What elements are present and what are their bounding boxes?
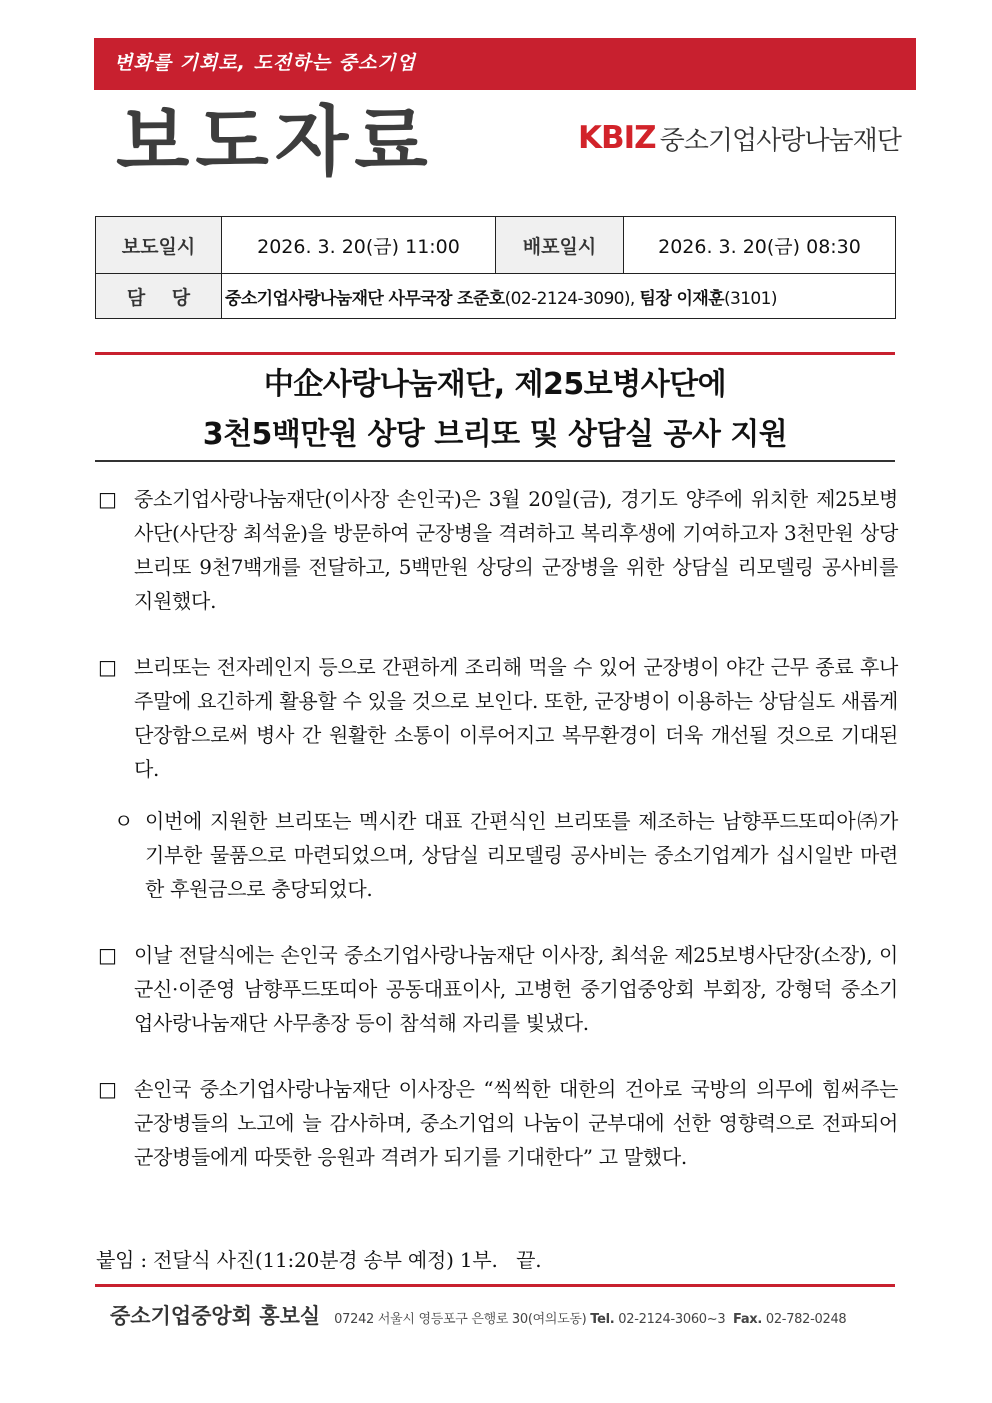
footer-tel-label: Tel. <box>590 1312 615 1327</box>
footer-contact-info <box>334 1308 846 1327</box>
sub-bullet-mark: ㅇ <box>114 809 134 833</box>
headline-top-rule <box>95 352 895 355</box>
slogan-banner <box>94 38 916 90</box>
headline-bottom-rule <box>95 460 895 462</box>
contact-row <box>96 274 896 319</box>
bullet-mark: □ <box>98 943 117 967</box>
attachment-note: 붙임 : 전달식 사진(11:20분경 송부 예정) 1부. 끝. <box>96 1248 542 1272</box>
footer-tel: 02-2124-3060~3 <box>614 1312 734 1327</box>
document-title: 보도자료 <box>116 97 434 186</box>
bullet-mark: □ <box>98 655 117 679</box>
contact-label: 담 당 <box>96 274 222 319</box>
organization-logo <box>578 118 901 158</box>
kbiz-logo-mark: KBIZ <box>578 120 656 156</box>
footer-fax: 02-782-0248 <box>762 1312 847 1327</box>
release-row <box>96 217 896 274</box>
bullet-mark: □ <box>98 487 117 511</box>
distribution-date-label: 배포일시 <box>496 217 624 274</box>
bullet-mark: □ <box>98 1077 117 1101</box>
logo-organization-name: 중소기업사랑나눔재단 <box>659 125 901 156</box>
headline <box>95 360 895 460</box>
paragraph-2-text: 브리또는 전자레인지 등으로 간편하게 조리해 먹을 수 있어 군장병이 야간 근무 종료 후나 주말에 요긴하게 활용할 수 있을 것으로 보인다. 또한, 군장병이 이용하는 상담실도 새롭게 단장함으로써 병사 간 원활한 소통이 이루어지고 복무환경이 더욱 개선될 것으로 기대된다. <box>134 655 898 781</box>
paragraph-2-sub <box>98 804 898 906</box>
paragraph-3 <box>98 938 898 1040</box>
footer-department: 중소기업중앙회 홍보실 <box>110 1304 321 1328</box>
contact-value <box>222 274 896 319</box>
distribution-date-value: 2026. 3. 20(금) 08:30 <box>624 217 896 274</box>
headline-line-1: 中企사랑나눔재단, 제25보병사단에 <box>263 367 727 402</box>
release-date-value: 2026. 3. 20(금) 11:00 <box>222 217 496 274</box>
footer-rule <box>95 1284 895 1287</box>
slogan-text: 변화를 기회로, 도전하는 중소기업 <box>114 52 417 74</box>
paragraph-4 <box>98 1072 898 1174</box>
release-info-table <box>95 216 896 319</box>
footer <box>110 1300 846 1330</box>
paragraph-3-text: 이날 전달식에는 손인국 중소기업사랑나눔재단 이사장, 최석윤 제25보병사단장(소장), 이군신·이준영 남향푸드또띠아 공동대표이사, 고병헌 중기업중앙회 부회장, 강형덕 중소기업사랑나눔재단 사무총장 등이 참석해 자리를 빛냈다. <box>134 943 898 1035</box>
paragraph-1 <box>98 482 898 618</box>
paragraph-4-text: 손인국 중소기업사랑나눔재단 이사장은 “씩씩한 대한의 건아로 국방의 의무에 힘써주는 군장병들의 노고에 늘 감사하며, 중소기업의 나눔이 군부대에 선한 영향력으로 전파되어 군장병들에게 따뜻한 응원과 격려가 되기를 기대한다” 고 말했다. <box>134 1077 898 1169</box>
paragraph-1-text: 중소기업사랑나눔재단(이사장 손인국)은 3월 20일(금), 경기도 양주에 위치한 제25보병사단(사단장 최석윤)을 방문하여 군장병을 격려하고 복리후생에 기여하고자 3천만원 상당 브리또 9천7백개를 전달하고, 5백만원 상당의 군장병을 위한 상담실 리모델링 공사비를 지원했다. <box>134 487 898 613</box>
contact-person-1: 중소기업사랑나눔재단 사무국장 조준호 <box>225 288 505 309</box>
contact-phone-1: (02-2124-3090), <box>504 288 640 309</box>
release-date-label: 보도일시 <box>96 217 222 274</box>
paragraph-2 <box>98 650 898 786</box>
contact-person-2: 팀장 이재훈 <box>639 288 724 309</box>
contact-phone-2: (3101) <box>723 288 777 309</box>
paragraph-2-sub-text: 이번에 지원한 브리또는 멕시칸 대표 간편식인 브리또를 제조하는 남향푸드또띠아㈜가 기부한 물품으로 마련되었으며, 상담실 리모델링 공사비는 중소기업계가 십시일반 마련한 후원금으로 충당되었다. <box>145 809 898 901</box>
footer-fax-label: Fax. <box>733 1312 763 1327</box>
footer-address: 07242 서울시 영등포구 은행로 30(여의도동) <box>334 1312 591 1327</box>
headline-line-2: 3천5백만원 상당 브리또 및 상담실 공사 지원 <box>202 417 788 452</box>
